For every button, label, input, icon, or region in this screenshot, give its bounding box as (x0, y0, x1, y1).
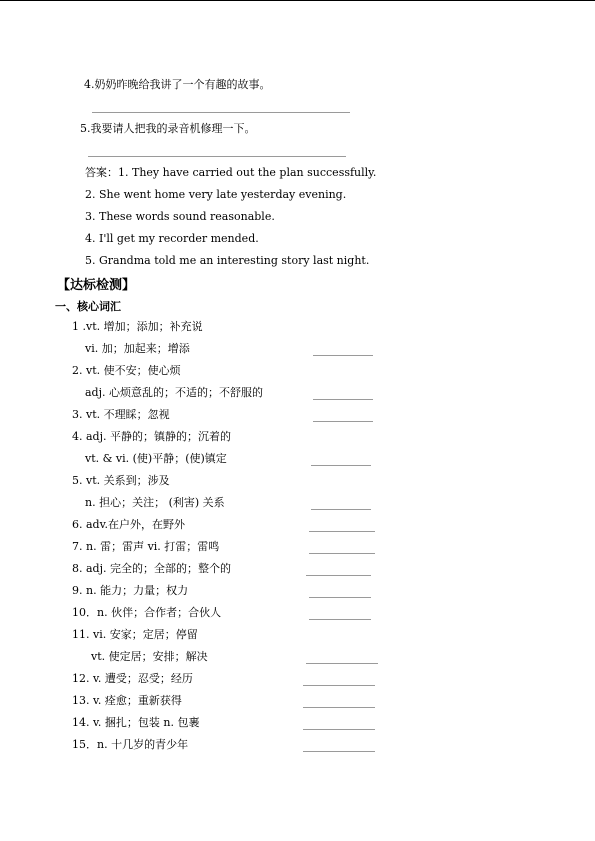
vocab-blank[interactable] (309, 531, 375, 532)
answer-line-5: 5. Grandma told me an interesting story last night. (85, 254, 370, 267)
page-top-border (0, 0, 595, 1)
vocab-item: vt. 使定居；安排；解决 (91, 650, 208, 663)
vocab-blank[interactable] (303, 685, 375, 686)
vocab-item: 5. vt. 关系到；涉及 (72, 474, 170, 487)
vocab-item: vt. & vi. (使)平静；(使)镇定 (85, 452, 227, 465)
vocab-item: 14. v. 捆扎；包装 n. 包裹 (72, 716, 200, 729)
vocab-blank[interactable] (311, 509, 371, 510)
vocab-item: 7. n. 雷；雷声 vi. 打雷；雷鸣 (72, 540, 220, 553)
vocab-blank[interactable] (309, 597, 371, 598)
vocab-blank[interactable] (309, 553, 375, 554)
vocab-item: n. 担心；关注； (利害) 关系 (85, 496, 225, 509)
answer-line-4: 4. I'll get my recorder mended. (85, 232, 259, 245)
vocab-blank[interactable] (306, 663, 378, 664)
translation-question-5: 5.我要请人把我的录音机修理一下。 (80, 122, 256, 135)
vocab-blank[interactable] (313, 355, 373, 356)
vocab-item: 15．n. 十几岁的青少年 (72, 738, 189, 751)
vocab-blank[interactable] (309, 619, 371, 620)
vocab-item: 10．n. 伙伴；合作者；合伙人 (72, 606, 222, 619)
answer-blank[interactable] (92, 112, 350, 113)
vocab-blank[interactable] (306, 575, 371, 576)
answer-line-3: 3. These words sound reasonable. (85, 210, 275, 223)
vocab-item: 11. vi. 安家；定居；停留 (72, 628, 198, 641)
vocab-item: adj. 心烦意乱的；不适的；不舒服的 (85, 386, 264, 399)
vocab-item: 4. adj. 平静的；镇静的；沉着的 (72, 430, 231, 443)
vocab-item: 12. v. 遭受；忍受；经历 (72, 672, 193, 685)
vocab-item: 6. adv.在户外，在野外 (72, 518, 185, 531)
vocab-blank[interactable] (303, 707, 375, 708)
vocab-blank[interactable] (313, 421, 373, 422)
answer-line-1: 答案：1. They have carried out the plan successfully. (85, 166, 377, 179)
translation-question-4: 4.奶奶昨晚给我讲了一个有趣的故事。 (84, 78, 271, 91)
vocab-blank[interactable] (311, 465, 371, 466)
vocab-item: 13. v. 痊愈；重新获得 (72, 694, 182, 707)
answer-line-2: 2. She went home very late yesterday evening. (85, 188, 347, 201)
vocab-item: 3. vt. 不理睬；忽视 (72, 408, 170, 421)
vocab-item: 2. vt. 使不安；使心烦 (72, 364, 181, 377)
answer-blank[interactable] (88, 156, 346, 157)
section-title: 【达标检测】 (57, 278, 136, 293)
vocab-item: 8. adj. 完全的；全部的；整个的 (72, 562, 231, 575)
subsection-title: 一、核心词汇 (55, 300, 121, 313)
vocab-blank[interactable] (303, 729, 375, 730)
vocab-blank[interactable] (303, 751, 375, 752)
vocab-item: 1 .vt. 增加；添加；补充说 (72, 320, 203, 333)
vocab-item: 9. n. 能力；力量；权力 (72, 584, 189, 597)
vocab-item: vi. 加；加起来；增添 (85, 342, 190, 355)
vocab-blank[interactable] (313, 399, 373, 400)
